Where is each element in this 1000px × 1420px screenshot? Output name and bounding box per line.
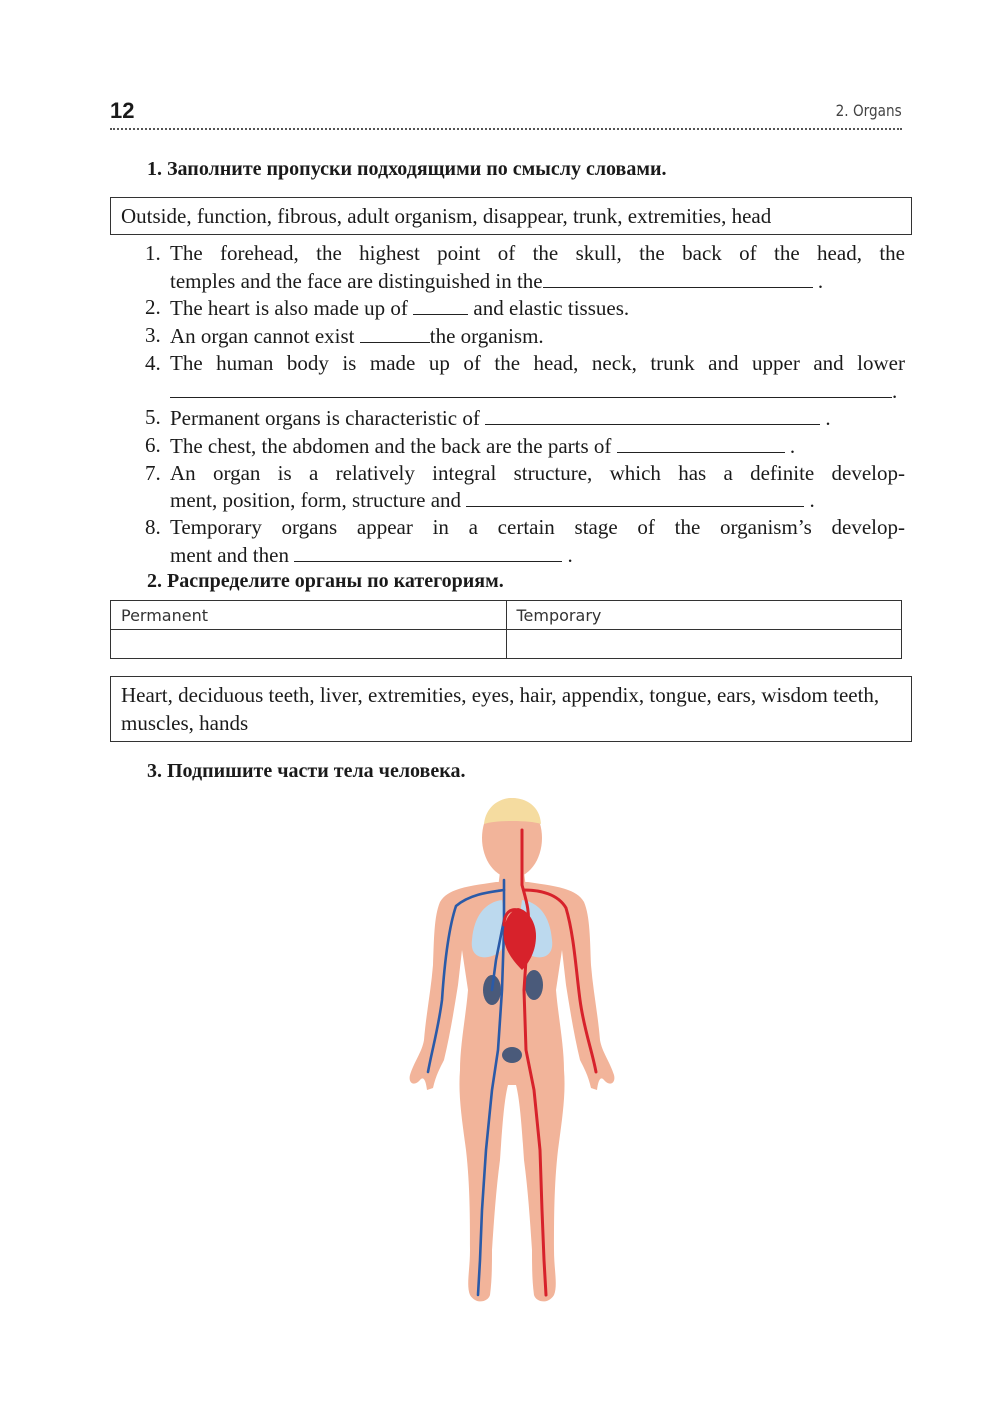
- item-text: Temporary organs appear in a certain stage of the organism’s develop-: [170, 515, 905, 540]
- exercise-item-4: [145, 350, 905, 404]
- item-text: The human body is made up of the head, neck, trunk and upper and lower: [170, 350, 905, 375]
- item-number: 4.: [145, 350, 161, 375]
- answer-blank[interactable]: [413, 294, 468, 315]
- exercise-item-7: [145, 460, 905, 514]
- item-tail: .: [804, 488, 815, 513]
- item-number: 7.: [145, 460, 161, 485]
- answer-blank[interactable]: [294, 541, 562, 562]
- item-number: 2.: [145, 295, 161, 320]
- answer-blank[interactable]: [543, 267, 813, 288]
- exercise-item-5: [145, 404, 905, 432]
- item-text: An organ cannot exist: [170, 324, 360, 349]
- item-text: The heart is also made up of: [170, 296, 414, 321]
- header-divider: [110, 128, 902, 130]
- exercise-item-3: [145, 322, 905, 350]
- answer-blank[interactable]: [617, 432, 785, 453]
- item-text: temples and the face are distinguished in the: [170, 268, 543, 293]
- item-text: and elastic tissues.: [468, 296, 630, 321]
- item-tail: .: [892, 378, 898, 403]
- task1-wordbox: Outside, function, fibrous, adult organism, disappear, trunk, extremities, head: [110, 197, 912, 235]
- human-body-figure: [400, 790, 620, 1320]
- page-number: 12: [110, 98, 135, 123]
- item-number: 6.: [145, 432, 161, 457]
- exercise-item-1: [145, 240, 905, 294]
- item-text: The chest, the abdomen and the back are the parts of: [170, 433, 617, 458]
- answer-blank[interactable]: [485, 404, 820, 425]
- item-tail: .: [812, 268, 824, 293]
- answer-blank[interactable]: [170, 377, 892, 398]
- answer-cell-temporary[interactable]: [506, 630, 902, 659]
- exercise-item-8: [145, 514, 905, 568]
- item-number: 8.: [145, 515, 161, 540]
- brain: [484, 798, 541, 824]
- task1-exercise-list: [145, 240, 905, 568]
- column-header-temporary: Temporary: [506, 601, 902, 630]
- exercise-item-6: [145, 432, 905, 460]
- section-title: 2. Organs: [835, 101, 902, 120]
- answer-cell-permanent[interactable]: [111, 630, 507, 659]
- task2-wordbox: Heart, deciduous teeth, liver, extremities, eyes, hair, appendix, tongue, ears, wisdom teeth, muscles, hands: [110, 676, 912, 742]
- item-number: 3.: [145, 323, 161, 348]
- item-text: An organ is a relatively integral structure, which has a definite develop-: [170, 460, 905, 485]
- task2-title: 2. Распределите органы по категориям.: [147, 570, 504, 592]
- item-number: 5.: [145, 405, 161, 430]
- item-tail: .: [820, 406, 831, 431]
- answer-blank[interactable]: [466, 486, 804, 507]
- item-tail: .: [784, 433, 796, 458]
- item-text: Permanent organs is characteristic of: [170, 406, 486, 431]
- task3-title: 3. Подпишите части тела человека.: [147, 760, 466, 782]
- task1-title: 1. Заполните пропуски подходящими по смыслу словами.: [147, 158, 667, 180]
- category-table: [110, 600, 902, 659]
- item-tail: .: [562, 542, 573, 567]
- item-text: The forehead, the highest point of the skull, the back of the head, the: [170, 241, 905, 265]
- item-text: ment and then: [170, 542, 295, 567]
- column-header-permanent: Permanent: [111, 601, 507, 630]
- item-number: 1.: [145, 241, 161, 265]
- item-text: ment, position, form, structure and: [170, 488, 467, 513]
- answer-blank[interactable]: [360, 322, 430, 343]
- item-text: the organism.: [429, 324, 544, 349]
- exercise-item-2: [145, 294, 905, 322]
